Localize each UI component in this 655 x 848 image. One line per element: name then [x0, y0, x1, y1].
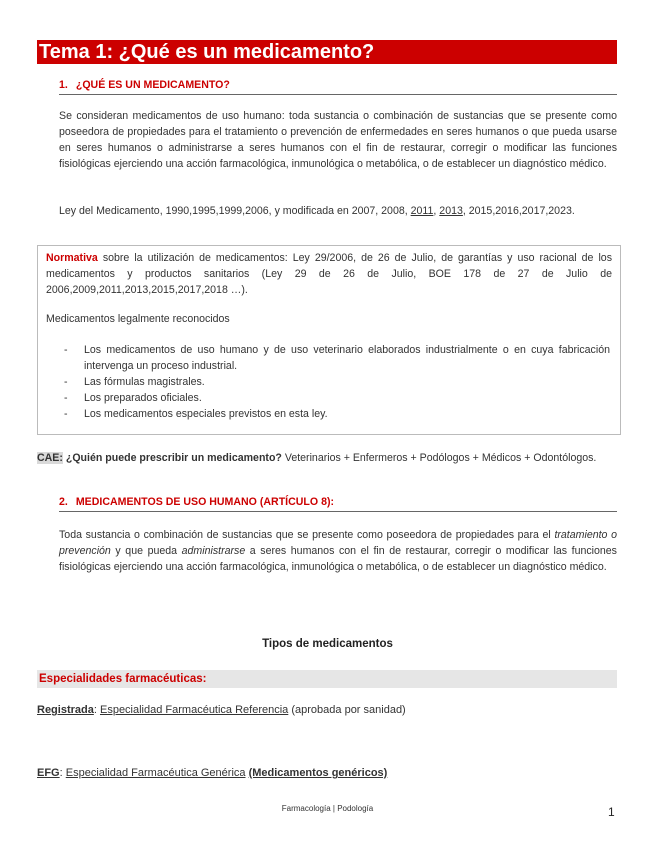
efg-generic-label: (Medicamentos genéricos) [248, 767, 388, 779]
section-1-heading [59, 79, 617, 95]
s2-text-1: Toda sustancia o combinación de sustancias que se presente como poseedora de propiedades para el [59, 529, 555, 541]
registrada-label: Registrada [37, 704, 94, 716]
tipos-title: Tipos de medicamentos [262, 638, 393, 650]
normativa-text: sobre la utilización de medicamentos: Ley 29/2006, de 26 de Julio, de garantías y uso racional de los medicamentos y productos sanitarios (Ley 29 de 26 de Julio, BOE 178 de 27 de Julio de 2006,2009,2011,2013,2015,2017,2018 …). [46, 252, 612, 296]
page-number: 1 [608, 805, 615, 819]
medicamento-definition: Se consideran medicamentos de uso humano: toda sustancia o combinación de sustancias que se presente como poseedora de propiedades para el tratamiento o prevención de enfermedades en seres humanos o que pueda usarse en seres humanos o administrarse a seres humanos con el fin de restaurar, corregir o modificar las funciones fisiológicas ejerciendo una acción farmacológica, inmunológica o metabólica, o de establecer un diagnóstico médico. [59, 110, 617, 170]
ley-del-medicamento-paragraph [59, 203, 617, 219]
normativa-box [37, 245, 621, 435]
efg-link[interactable]: Especialidad Farmacéutica Genérica [65, 767, 246, 779]
ley-separator: , [433, 205, 440, 217]
ley-suffix: , 2015,2016,2017,2023. [462, 205, 575, 217]
cae-paragraph [37, 450, 617, 466]
section-1-number: 1. [59, 79, 68, 91]
registrada-link[interactable]: Especialidad Farmacéutica Referencia [99, 704, 289, 716]
medicamentos-reconocidos-list [38, 342, 614, 422]
list-item: - Los medicamentos de uso humano y de uso veterinario elaborados industrialmente o en cuya fabricación intervenga un proceso industrial. [38, 342, 614, 374]
registrada-line [37, 704, 406, 716]
cae-question: ¿Quién puede prescribir un medicamento? [62, 452, 282, 464]
list-item: - Las fórmulas magistrales. [38, 374, 614, 390]
list-item: - Los medicamentos especiales previstos en esta ley. [38, 406, 614, 422]
s2-text-3: a seres humanos con el fin de restaurar, corregir o modificar las funciones fisiológicas ejerciendo una acción farmacológica, inmunológica o metabólica, o de establecer un diagnóstico médico. [59, 545, 617, 573]
efg-colon: : [59, 767, 66, 779]
efg-line [37, 767, 387, 779]
normativa-subheading: Medicamentos legalmente reconocidos [46, 313, 230, 325]
especialidades-heading: Especialidades farmacéuticas: [37, 670, 617, 688]
s2-tratamiento: tratamiento [554, 529, 608, 541]
cae-answer: Veterinarios + Enfermeros + Podólogos + Médicos + Odontólogos. [281, 452, 597, 464]
document-title: Tema 1: ¿Qué es un medicamento? [37, 40, 617, 64]
ley-year-2011-link[interactable]: 2011 [410, 205, 434, 217]
registrada-note: (aprobada por sanidad) [288, 704, 406, 716]
efg-label: EFG [37, 767, 60, 779]
s2-text-2: y que pueda [110, 545, 182, 557]
s2-prevencion: prevención [59, 545, 111, 557]
s2-administrarse: administrarse [181, 545, 246, 557]
cae-tag: CAE: [37, 452, 63, 464]
section-2-heading-text: MEDICAMENTOS DE USO HUMANO (ARTÍCULO 8): [75, 496, 335, 508]
section-2-paragraph [59, 527, 617, 575]
registrada-colon: : [93, 704, 100, 716]
section-1-heading-text: ¿QUÉ ES UN MEDICAMENTO? [75, 79, 230, 91]
section-2-number: 2. [59, 496, 68, 508]
s2-o: o [607, 529, 617, 541]
ley-year-2013-link[interactable]: 2013 [439, 205, 463, 217]
normativa-label: Normativa [46, 252, 98, 264]
list-item: - Los preparados oficiales. [38, 390, 614, 406]
ley-prefix: Ley del Medicamento, 1990,1995,1999,2006, y modificada en 2007, 2008, [59, 205, 411, 217]
page-footer: Farmacología | Podología [281, 804, 374, 813]
section-2-heading [59, 496, 617, 512]
normativa-paragraph [46, 250, 612, 298]
